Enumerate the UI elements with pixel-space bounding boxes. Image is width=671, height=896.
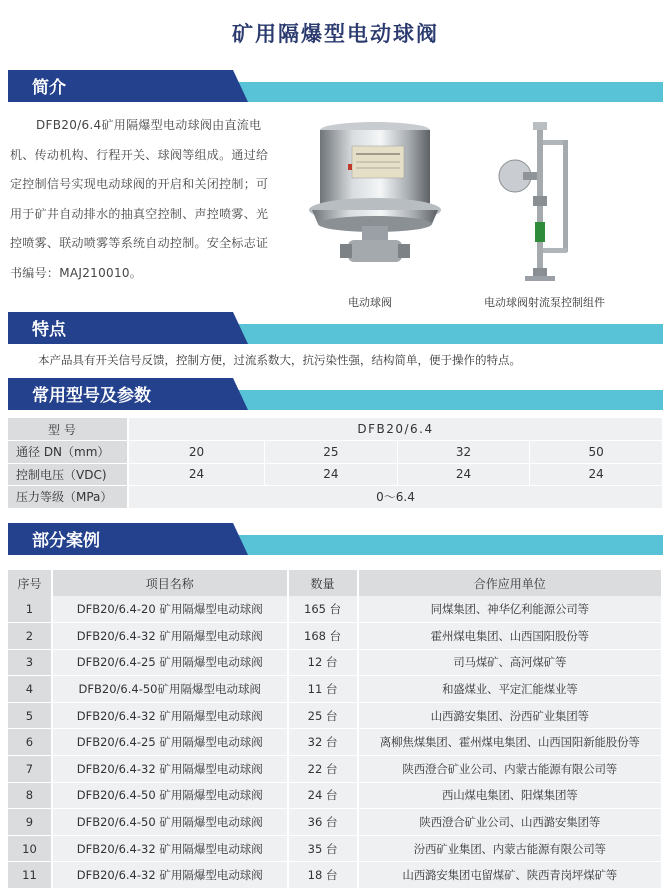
jet-pump-control-assembly-image xyxy=(495,118,585,283)
table-row xyxy=(8,835,662,862)
intro-line: 用于矿井自动排水的抽真空控制、声控喷雾、光 xyxy=(10,206,269,221)
section-title-intro: 简介 xyxy=(32,78,66,98)
case-seq: 10 xyxy=(8,835,52,862)
table-row xyxy=(8,676,662,703)
table-row xyxy=(8,623,662,650)
case-project: DFB20/6.4-32 矿用隔爆型电动球阀 xyxy=(52,623,288,650)
case-unit: 西山煤电集团、阳煤集团等 xyxy=(358,782,662,809)
case-project: DFB20/6.4-25 矿用隔爆型电动球阀 xyxy=(52,729,288,756)
column-header: 项目名称 xyxy=(52,570,288,596)
params-row-dn xyxy=(8,441,663,464)
cases-body xyxy=(8,596,662,889)
case-project: DFB20/6.4-32 矿用隔爆型电动球阀 xyxy=(52,835,288,862)
intro-line: 定控制信号实现电动球阀的开启和关闭控制；可 xyxy=(10,177,269,191)
case-seq: 8 xyxy=(8,782,52,809)
param-value: DFB20/6.4 xyxy=(128,418,663,441)
params-row-model xyxy=(8,418,663,441)
case-seq: 3 xyxy=(8,649,52,676)
section-header-cases xyxy=(8,523,663,555)
intro-line: 机、传动机构、行程开关、球阀等组成。通过给 xyxy=(10,147,269,162)
column-header: 序号 xyxy=(8,570,52,596)
caption-electric-ball-valve: 电动球阀 xyxy=(348,296,392,309)
case-seq: 1 xyxy=(8,596,52,623)
cases-header-row xyxy=(8,570,662,596)
case-quantity: 25 台 xyxy=(288,702,358,729)
case-seq: 4 xyxy=(8,676,52,703)
table-row xyxy=(8,809,662,836)
case-quantity: 18 台 xyxy=(288,862,358,889)
case-quantity: 11 台 xyxy=(288,676,358,703)
case-quantity: 24 台 xyxy=(288,782,358,809)
param-label: 通径 DN（mm） xyxy=(8,441,128,464)
table-row xyxy=(8,756,662,783)
case-unit: 同煤集团、神华亿利能源公司等 xyxy=(358,596,662,623)
param-value: 24 xyxy=(530,463,663,486)
section-title-cases: 部分案例 xyxy=(32,531,100,551)
case-unit: 汾西矿业集团、内蒙古能源有限公司等 xyxy=(358,835,662,862)
intro-line: DFB20/6.4矿用隔爆型电动球阀由直流电 xyxy=(36,118,262,132)
case-project: DFB20/6.4-25 矿用隔爆型电动球阀 xyxy=(52,649,288,676)
case-seq: 9 xyxy=(8,809,52,836)
params-row-voltage xyxy=(8,463,663,486)
param-value: 24 xyxy=(265,463,398,486)
case-unit: 山西潞安集团、汾西矿业集团等 xyxy=(358,702,662,729)
page-title: 矿用隔爆型电动球阀 xyxy=(232,22,439,46)
case-seq: 6 xyxy=(8,729,52,756)
section-title-params: 常用型号及参数 xyxy=(32,386,151,406)
case-unit: 霍州煤电集团、山西国阳股份等 xyxy=(358,623,662,650)
param-value: 20 xyxy=(128,441,265,464)
case-quantity: 32 台 xyxy=(288,729,358,756)
table-row xyxy=(8,649,662,676)
param-value: 50 xyxy=(530,441,663,464)
case-project: DFB20/6.4-32 矿用隔爆型电动球阀 xyxy=(52,756,288,783)
param-label: 型 号 xyxy=(8,418,128,441)
param-value: 25 xyxy=(265,441,398,464)
case-project: DFB20/6.4-50 矿用隔爆型电动球阀 xyxy=(52,809,288,836)
section-header-intro xyxy=(8,70,663,102)
case-quantity: 22 台 xyxy=(288,756,358,783)
case-seq: 5 xyxy=(8,702,52,729)
params-table xyxy=(8,418,663,509)
case-unit: 和盛煤业、平定汇能煤业等 xyxy=(358,676,662,703)
column-header: 合作应用单位 xyxy=(358,570,662,596)
case-quantity: 35 台 xyxy=(288,835,358,862)
electric-ball-valve-image xyxy=(300,118,450,288)
case-unit: 陕西澄合矿业公司、内蒙古能源有限公司等 xyxy=(358,756,662,783)
param-value: 24 xyxy=(128,463,265,486)
case-project: DFB20/6.4-50 矿用隔爆型电动球阀 xyxy=(52,782,288,809)
caption-jet-pump-assembly: 电动球阀射流泵控制组件 xyxy=(484,296,605,309)
case-seq: 11 xyxy=(8,862,52,889)
case-project: DFB20/6.4-32 矿用隔爆型电动球阀 xyxy=(52,862,288,889)
table-row xyxy=(8,702,662,729)
case-quantity: 12 台 xyxy=(288,649,358,676)
section-header-features xyxy=(8,312,663,344)
case-seq: 7 xyxy=(8,756,52,783)
table-row xyxy=(8,596,662,623)
section-header-params xyxy=(8,378,663,410)
case-project: DFB20/6.4-20 矿用隔爆型电动球阀 xyxy=(52,596,288,623)
case-project: DFB20/6.4-50矿用隔爆型电动球阀 xyxy=(52,676,288,703)
intro-line: 书编号：MAJ210010。 xyxy=(10,265,143,280)
param-value: 0～6.4 xyxy=(128,486,663,509)
column-header: 数量 xyxy=(288,570,358,596)
section-title-features: 特点 xyxy=(32,320,66,340)
case-quantity: 36 台 xyxy=(288,809,358,836)
param-value: 32 xyxy=(397,441,530,464)
case-quantity: 165 台 xyxy=(288,596,358,623)
case-unit: 司马煤矿、高河煤矿等 xyxy=(358,649,662,676)
case-unit: 离柳焦煤集团、霍州煤电集团、山西国阳新能股份等 xyxy=(358,729,662,756)
cases-table xyxy=(8,570,663,889)
case-project: DFB20/6.4-32 矿用隔爆型电动球阀 xyxy=(52,702,288,729)
case-unit: 陕西澄合矿业公司、山西潞安集团等 xyxy=(358,809,662,836)
table-row xyxy=(8,862,662,889)
table-row xyxy=(8,729,662,756)
intro-line: 控喷雾、联动喷雾等系统自动控制。安全标志证 xyxy=(10,236,269,250)
case-seq: 2 xyxy=(8,623,52,650)
intro-text xyxy=(10,111,295,288)
case-unit: 山西潞安集团屯留煤矿、陕西青岗坪煤矿等 xyxy=(358,862,662,889)
param-label: 控制电压（VDC) xyxy=(8,463,128,486)
case-quantity: 168 台 xyxy=(288,623,358,650)
param-value: 24 xyxy=(397,463,530,486)
param-label: 压力等级（MPa） xyxy=(8,486,128,509)
params-row-pressure xyxy=(8,486,663,509)
table-row xyxy=(8,782,662,809)
features-text: 本产品具有开关信号反馈，控制方便，过流系数大，抗污染性强，结构简单，便于操作的特点。 xyxy=(38,353,521,367)
